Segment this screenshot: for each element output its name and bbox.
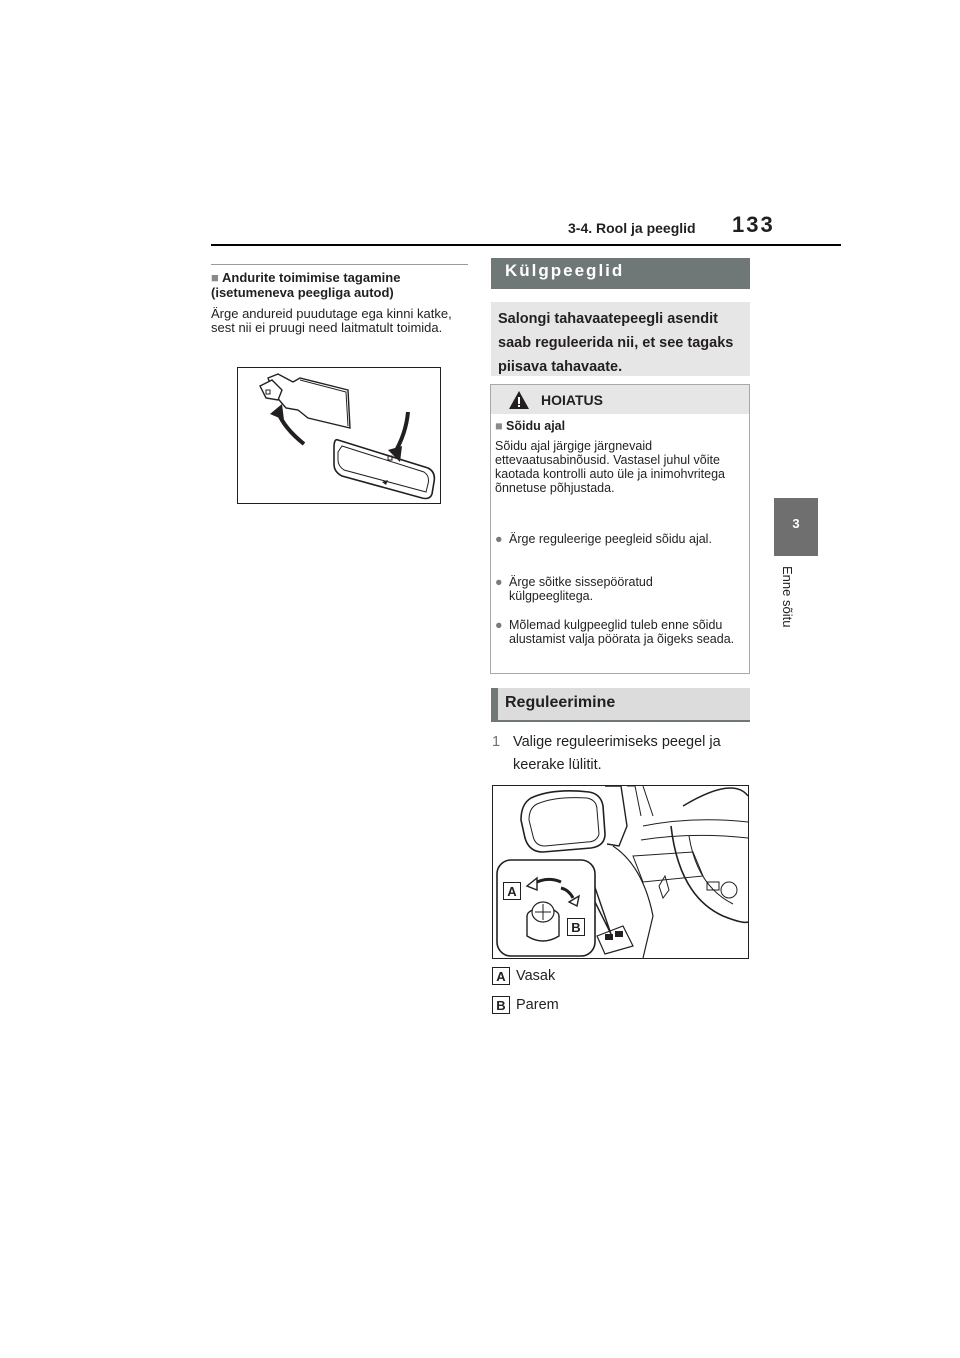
legend-label-a: Vasak: [516, 968, 556, 984]
warning-bullet-text: Mõlemad kulgpeeglid tuleb enne sõidu alustamist valja pöörata ja õigeks seada.: [509, 618, 735, 646]
warning-body-text: Sõidu ajal järgige järgnevaid ettevaatusabinõusid. Vastasel juhul võite kaotada kontrolli auto üle ja inimohvritega õnnetuse põhjustada.: [495, 439, 725, 495]
header-rule: [211, 244, 841, 246]
legend-key-a: A: [492, 967, 510, 985]
warning-bullet: [495, 532, 740, 546]
step-number: 1: [492, 734, 501, 750]
figure-label-a: A: [503, 882, 521, 900]
legend-label-b: Parem: [516, 997, 559, 1013]
heading-marker: ■: [211, 270, 219, 285]
mirror-switch-figure: [492, 785, 749, 959]
warning-bullet: [495, 575, 740, 603]
figure-label-b: B: [567, 918, 585, 936]
warning-bullet-text: Ärge reguleerige peegleid sõidu ajal.: [509, 532, 712, 546]
section-title-reguleerimine: Reguleerimine: [505, 694, 616, 711]
subsection-underline: [491, 720, 750, 722]
warning-bullet-text: Ärge sõitke sissepööratud külgpeeglitega.: [509, 575, 653, 603]
warning-bullet: [495, 618, 740, 646]
step-text: Valige reguleerimiseks peegel ja keerake lülitit.: [513, 734, 721, 773]
intro-text: Salongi tahavaatepeegli asendit saab reguleerida nii, et see tagaks piisava tahavaate.: [498, 311, 734, 375]
warning-title: HOIATUS: [541, 392, 603, 408]
chapter-number: 3: [792, 516, 800, 531]
bullet-dot: ●: [495, 575, 503, 589]
running-header-section: 3-4. Rool ja peeglid: [568, 220, 696, 236]
sensor-body-text: Ärge andureid puudutage ega kinni katke, sest nii ei pruugi need laitmatult toimida.: [211, 306, 452, 335]
legend-item-a: [492, 967, 555, 985]
legend-key-b: B: [492, 996, 510, 1014]
sensor-heading-text: Andurite toimimise tagamine (isetumeneva peegliga autod): [211, 270, 401, 300]
mirror-switch-illustration: [493, 786, 748, 958]
legend-item-b: [492, 996, 559, 1014]
warning-subheading-text: Sõidu ajal: [506, 419, 566, 433]
bullet-dot: ●: [495, 618, 503, 632]
rear-view-mirror-illustration: [238, 368, 440, 503]
sensor-heading: [211, 270, 461, 300]
chapter-title: Enne sõitu: [780, 566, 795, 628]
page-number: 133: [732, 212, 775, 237]
left-section-rule: [211, 264, 468, 265]
section-title-kulgpeeglid: Külgpeeglid: [505, 261, 625, 280]
warning-triangle-icon: [508, 390, 530, 410]
rear-view-mirror-figure: [237, 367, 441, 504]
step-1: [492, 731, 752, 777]
warning-subheading: [495, 419, 565, 433]
bullet-dot: ●: [495, 532, 503, 546]
warning-sub-marker: ■: [495, 419, 503, 433]
